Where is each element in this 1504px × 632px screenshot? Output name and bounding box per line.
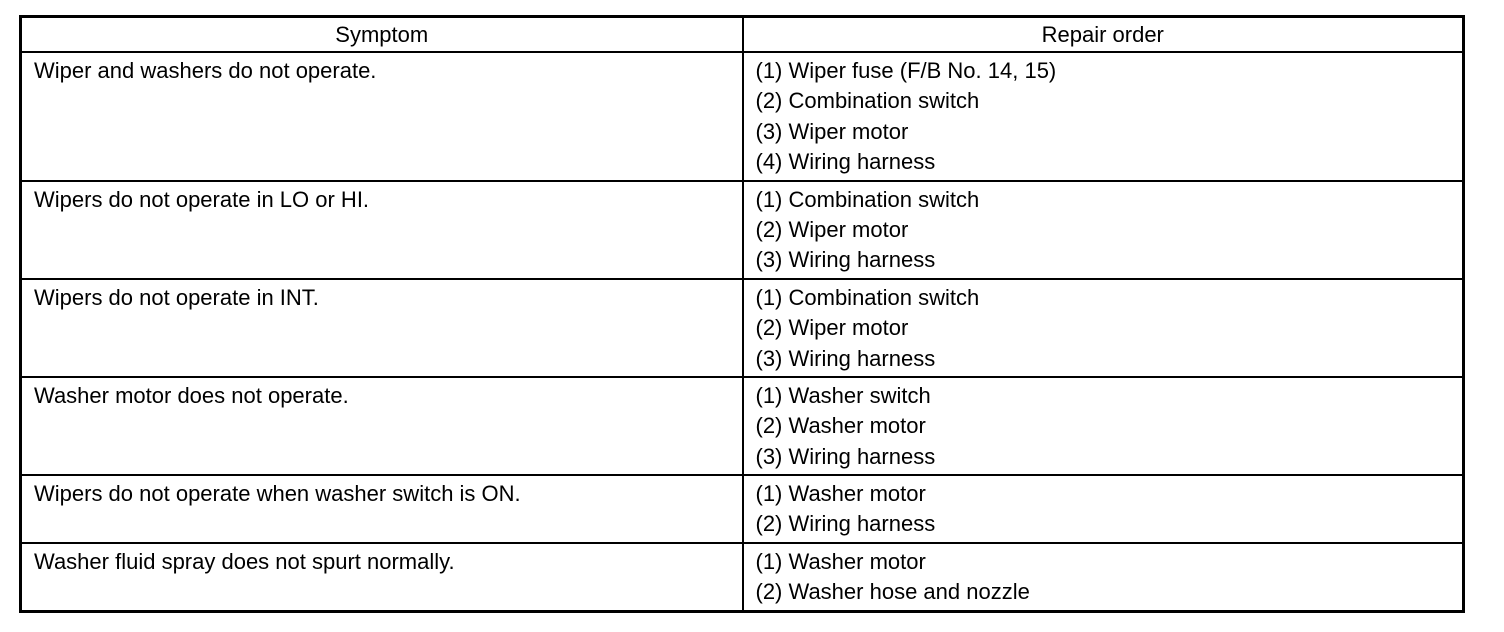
repair-step: (2) Washer motor — [755, 413, 926, 439]
repair-step: (2) Wiring harness — [755, 511, 936, 537]
symptom-cell: Washer motor does not operate. — [21, 377, 743, 475]
symptom-cell: Wiper and washers do not operate. — [21, 52, 743, 181]
table-row — [21, 543, 1464, 611]
header-repair-order: Repair order — [743, 17, 1464, 53]
repair-step: (4) Wiring harness — [755, 149, 936, 175]
troubleshooting-table — [19, 15, 1465, 613]
repair-order-cell — [743, 475, 1464, 543]
repair-step: (1) Washer motor — [755, 481, 926, 507]
repair-step: (2) Combination switch — [755, 88, 980, 114]
table-row — [21, 52, 1464, 181]
repair-step: (2) Wiper motor — [755, 216, 909, 242]
repair-step: (1) Wiper fuse (F/B No. 14, 15) — [755, 58, 1057, 83]
repair-step: (1) Washer motor — [755, 548, 926, 574]
repair-order-cell — [743, 181, 1464, 279]
repair-step: (3) Wiring harness — [755, 247, 936, 273]
repair-step: (1) Washer switch — [755, 382, 931, 408]
repair-step: (2) Wiper motor — [755, 315, 909, 341]
symptom-cell: Wipers do not operate in INT. — [21, 279, 743, 377]
table-row — [21, 377, 1464, 475]
repair-step: (3) Wiper motor — [755, 118, 909, 144]
repair-step: (2) Washer hose and nozzle — [755, 579, 1030, 605]
table-row — [21, 475, 1464, 543]
repair-step: (1) Combination switch — [755, 284, 980, 310]
symptom-cell: Washer fluid spray does not spurt normally. — [21, 543, 743, 611]
repair-step: (1) Combination switch — [755, 186, 980, 212]
table-row — [21, 279, 1464, 377]
repair-order-cell — [743, 543, 1464, 611]
symptom-cell: Wipers do not operate when washer switch is ON. — [21, 475, 743, 543]
repair-order-cell — [743, 377, 1464, 475]
repair-step: (3) Wiring harness — [755, 443, 936, 469]
header-symptom: Symptom — [21, 17, 743, 53]
repair-step: (3) Wiring harness — [755, 345, 936, 371]
repair-order-cell — [743, 279, 1464, 377]
table-row — [21, 181, 1464, 279]
repair-order-cell — [743, 52, 1464, 181]
symptom-cell: Wipers do not operate in LO or HI. — [21, 181, 743, 279]
table-header-row — [21, 17, 1464, 53]
